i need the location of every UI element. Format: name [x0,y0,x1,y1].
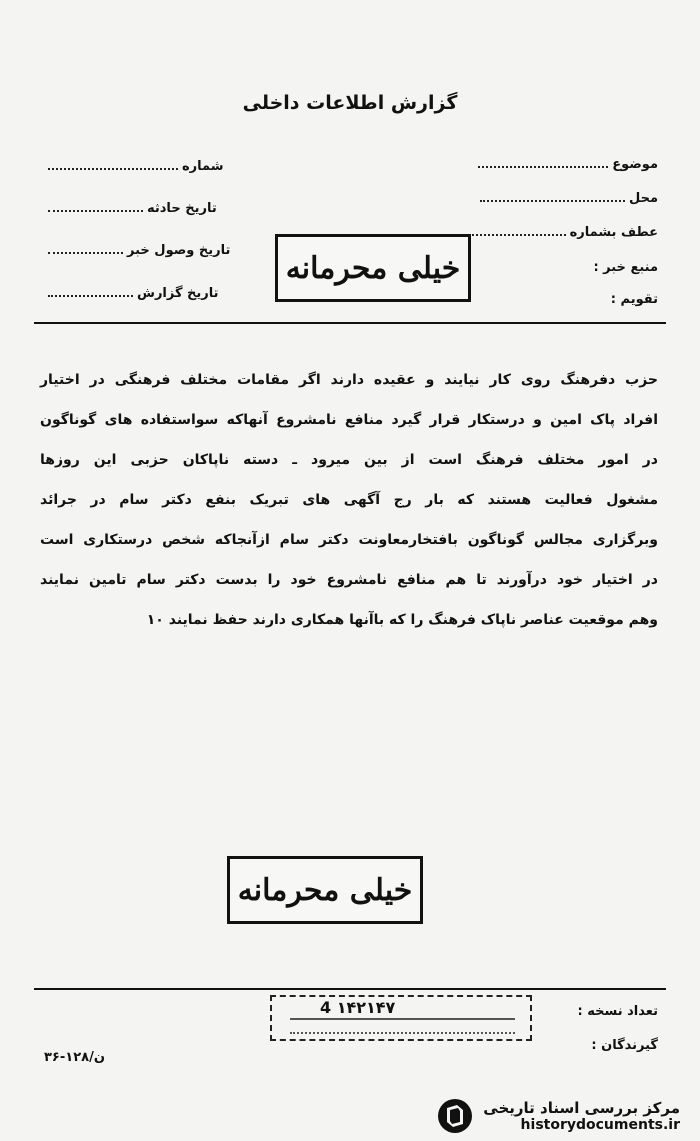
body-line: مشغول فعالیت هستند که بار رج آگهی های تبریک بنفع دکتر سام در جرائد [40,492,658,508]
field-number [48,158,224,174]
field-location-label: محل [628,191,658,206]
field-incident-date-label: تاریخ حادثه [147,201,217,216]
field-report-date-label: تاریخ گزارش [137,286,219,301]
body-line: حزب دفرهنگ روی کار نیایند و عقیده دارند اگر مقامات مختلف فرهنگی در اختیار [40,372,658,388]
copies-label: تعداد نسخه : [577,1004,658,1019]
field-subject [478,156,658,172]
reference-code: ۳۶-۱۲۸/ن [44,1050,105,1065]
field-subject-blank [478,156,608,168]
org-url[interactable]: historydocuments.ir [520,1117,680,1133]
field-receipt-date-label: تاریخ وصول خبر [127,243,231,258]
field-source-label: منبع خبر : [593,260,658,275]
field-location [480,190,658,206]
field-receipt-date-blank [48,242,123,254]
field-report-date [48,285,219,301]
field-number-label: شماره [182,159,224,174]
org-name: مرکز بررسی اسناد تاریخی [483,1099,680,1117]
copies-count [578,1004,658,1019]
body-line: وبرگزاری مجالس گوناگون بافتخارمعاونت دکتر سام ازآنجاکه شخص درستکاری است [40,532,658,548]
field-calendar [611,292,658,307]
watermark-text [483,1099,680,1133]
field-incident-date-blank [48,200,143,212]
field-incident-date [48,200,217,216]
field-calendar-label: تقویم : [610,292,658,307]
recipients [591,1038,658,1053]
field-receipt-date [48,242,230,258]
body-line: وهم موقعیت عناصر ناپاک فرهنگ را که باآنها همکاری دارند حفظ نمایند ۱۰ [146,612,658,628]
top-secret-stamp: خیلی محرمانه [275,234,471,302]
registration-scribble [290,1018,515,1034]
field-number-blank [48,158,178,170]
field-report-date-blank [48,285,133,297]
body-line: افراد پاک امین و درستکار قرار گیرد منافع نامشروع آنهاکه سواستفاده های گوناگون [40,412,658,428]
field-subject-label: موضوع [612,157,658,172]
body-line: در امور مختلف فرهنگ است از بین میرود ـ دسته ناپاکان حزبی این روزها [40,452,658,468]
archive-logo-icon [437,1098,473,1134]
registration-number: 4 ۱۴۲۱۴۷ [320,998,396,1017]
header-divider [34,322,666,324]
field-reference-blank [456,224,566,236]
footer-divider [34,988,666,990]
body-line: در اختیار خود درآورند تا هم منافع نامشروع خود را بدست دکتر سام تامین نمایند [40,572,658,588]
bottom-secret-stamp: خیلی محرمانه [227,856,423,924]
field-reference [456,224,658,240]
recipients-label: گیرندگان : [591,1038,658,1053]
field-reference-label: عطف بشماره [569,225,658,240]
field-source [593,260,658,275]
report-body [40,360,658,640]
document-title: گزارش اطلاعات داخلی [242,92,458,114]
watermark-footer [437,1098,680,1134]
field-location-blank [480,190,625,202]
